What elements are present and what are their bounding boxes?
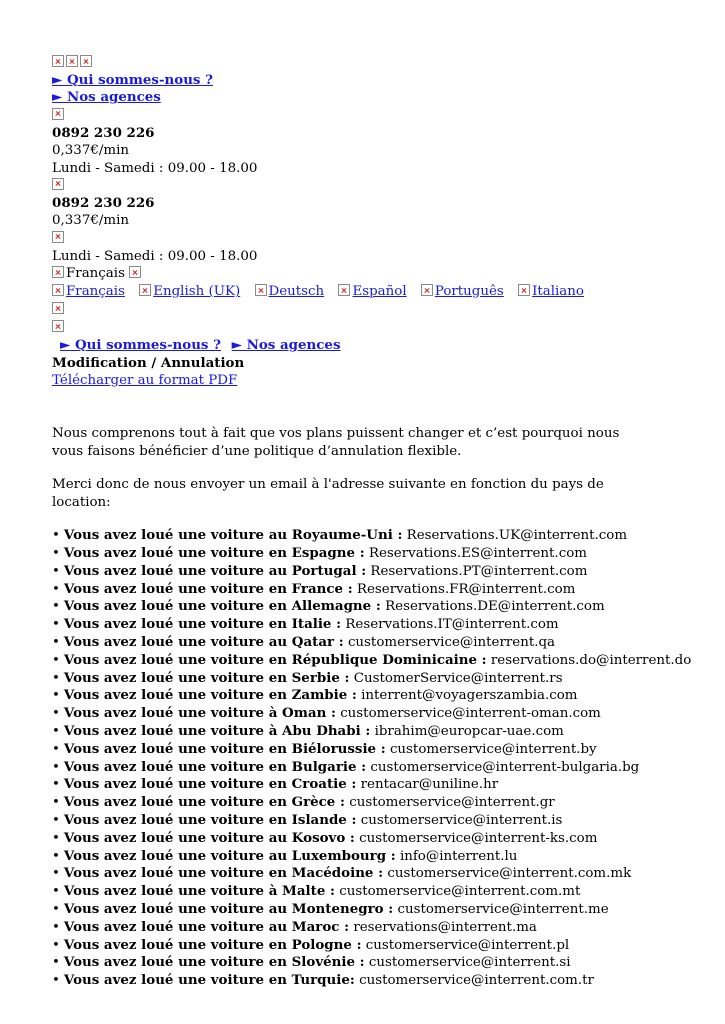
header-image-row (52, 54, 702, 72)
broken-image-icon (80, 55, 92, 67)
rental-email: customerservice@interrent.me (397, 902, 609, 918)
broken-image-icon (52, 108, 64, 120)
rental-country-label: Vous avez loué une voiture en Slovénie : (63, 954, 365, 971)
rental-country-label: Vous avez loué une voiture au Maroc : (63, 918, 350, 935)
bullet: • (52, 884, 60, 900)
rental-country-label: Vous avez loué une voiture en Turquie: (63, 972, 355, 989)
nav-agencies-row (52, 89, 702, 106)
list-item (52, 563, 702, 581)
rental-country-label: Vous avez loué une voiture au Qatar : (63, 634, 344, 651)
list-item (52, 937, 702, 955)
pdf-download-row (52, 372, 702, 389)
bullet: • (52, 741, 60, 757)
bullet: • (52, 724, 60, 740)
flag-icon (52, 266, 64, 278)
rental-country-label: Vous avez loué une voiture en Croatie : (63, 776, 357, 793)
language-option-deutsch[interactable]: Deutsch (268, 284, 325, 300)
contact-rate: 0,337€/min (52, 213, 129, 229)
list-item (52, 901, 702, 919)
rental-email: customerservice@interrent.pl (365, 937, 570, 953)
rental-country-label: Vous avez loué une voiture à Abu Dhabi : (63, 723, 371, 740)
bullet: • (52, 866, 60, 882)
flag-icon (255, 284, 267, 296)
rental-country-label: Vous avez loué une voiture en Serbie : (63, 669, 350, 686)
rental-country-label: Vous avez loué une voiture en Italie : (63, 616, 342, 633)
flag-icon (518, 284, 530, 296)
contact-image-row (52, 177, 702, 195)
list-item (52, 652, 702, 670)
instruction-paragraph: Merci donc de nous envoyer un email à l'adresse suivante en fonction du pays de location: (52, 477, 604, 510)
flag-icon (52, 284, 64, 296)
broken-image-icon (66, 55, 78, 67)
bullet: • (52, 546, 60, 562)
contact-image-row (52, 107, 702, 125)
list-item (52, 883, 702, 901)
language-options-row (52, 283, 702, 301)
broken-image-icon (52, 320, 64, 332)
misc-image-row (52, 301, 702, 319)
rental-email: customerservice@interrent-oman.com (340, 706, 601, 722)
rental-email: ibrahim@europcar-uae.com (374, 724, 564, 740)
misc-image-row (52, 319, 702, 337)
rental-email: customerservice@interrent-bulgaria.bg (370, 759, 640, 775)
rental-email: customerservice@interrent.com.tr (359, 973, 594, 989)
bullet: • (52, 813, 60, 829)
list-item (52, 972, 702, 990)
rental-country-label: Vous avez loué une voiture en Zambie : (63, 687, 357, 704)
bullet: • (52, 759, 60, 775)
rental-country-label: Vous avez loué une voiture en Macédoine : (63, 865, 384, 882)
rental-country-label: Vous avez loué une voiture en Islande : (63, 812, 357, 829)
intro-paragraph: Nous comprenons tout à fait que vos plans puissent changer et c’est pourquoi nous vous faisons bénéficier d’une politique d’annulation flexible. (52, 426, 620, 459)
rental-country-label: Vous avez loué une voiture au Kosovo : (63, 829, 355, 846)
spacer (52, 389, 702, 425)
page-heading: Modification / Annulation (52, 354, 245, 371)
list-item (52, 670, 702, 688)
flag-icon (421, 284, 433, 296)
broken-image-icon (52, 302, 64, 314)
pdf-download-link[interactable]: Télécharger au format PDF (52, 372, 238, 388)
bullet: • (52, 937, 60, 953)
footer-nav-row (52, 337, 702, 354)
list-item (52, 527, 702, 545)
rental-email: customerservice@interrent.qa (347, 635, 556, 651)
bullet: • (52, 795, 60, 811)
language-option-italiano[interactable]: Italiano (532, 284, 584, 300)
current-language[interactable]: Français (66, 266, 125, 282)
language-option-portugues[interactable]: Português (434, 284, 504, 300)
rental-email: customerservice@interrent.com.mk (387, 866, 632, 882)
rental-country-label: Vous avez loué une voiture au Luxembourg : (63, 847, 396, 864)
rental-email: Reservations.PT@interrent.com (370, 563, 588, 579)
rental-country-label: Vous avez loué une voiture en France : (63, 580, 353, 597)
bullet: • (52, 848, 60, 864)
list-item (52, 598, 702, 616)
footer-nav-about-link[interactable]: ► Qui sommes-nous ? (60, 337, 221, 354)
rental-country-label: Vous avez loué une voiture au Royaume-Uni : (63, 527, 403, 544)
contact-rate: 0,337€/min (52, 143, 129, 159)
bullet: • (52, 902, 60, 918)
broken-image-icon (52, 231, 64, 243)
bullet: • (52, 919, 60, 935)
rental-country-label: Vous avez loué une voiture en Biélorussie : (63, 740, 386, 757)
rental-email: Reservations.UK@interrent.com (406, 528, 628, 544)
list-item (52, 919, 702, 937)
language-option-francais[interactable]: Français (66, 284, 125, 300)
spacer (52, 460, 702, 476)
bullet: • (52, 563, 60, 579)
rental-country-label: Vous avez loué une voiture au Montenegro : (63, 901, 394, 918)
rental-email: rentacar@uniline.hr (360, 777, 499, 793)
language-option-espanol[interactable]: Español (352, 284, 407, 300)
bullet: • (52, 706, 60, 722)
rental-email: customerservice@interrent.si (368, 955, 571, 971)
rental-email: reservations@interrent.ma (353, 919, 537, 935)
rental-country-label: Vous avez loué une voiture en République Dominicaine : (63, 651, 487, 668)
contact-phone: 0892 230 226 (52, 194, 155, 211)
bullet: • (52, 777, 60, 793)
rental-email: Reservations.IT@interrent.com (345, 617, 559, 633)
contact-image-row (52, 230, 702, 248)
contact-hours: Lundi - Samedi : 09.00 - 18.00 (52, 248, 258, 264)
rental-email: CustomerService@interrent.rs (353, 670, 563, 686)
list-item (52, 812, 702, 830)
list-item (52, 865, 702, 883)
list-item (52, 723, 702, 741)
rental-email: customerservice@interrent.by (389, 741, 597, 757)
flag-icon (338, 284, 350, 296)
rental-email: reservations.do@interrent.do (490, 652, 692, 668)
rental-country-label: Vous avez loué une voiture en Pologne : (63, 936, 362, 953)
broken-image-icon (52, 178, 64, 190)
list-item (52, 581, 702, 599)
rental-email: Reservations.FR@interrent.com (356, 581, 576, 597)
bullet: • (52, 688, 60, 704)
rental-email: info@interrent.lu (399, 848, 518, 864)
footer-nav-agencies-link[interactable]: ► Nos agences (231, 337, 341, 354)
list-item (52, 616, 702, 634)
rental-country-label: Vous avez loué une voiture en Espagne : (63, 545, 365, 562)
rental-email: Reservations.ES@interrent.com (368, 546, 587, 562)
rental-email: customerservice@interrent-ks.com (359, 830, 598, 846)
page-content (52, 54, 702, 990)
rental-country-label: Vous avez loué une voiture en Grèce : (63, 794, 345, 811)
bullet: • (52, 670, 60, 686)
bullet: • (52, 581, 60, 597)
list-item (52, 687, 702, 705)
nav-agencies-link[interactable]: ► Nos agences (52, 89, 161, 106)
bullet: • (52, 599, 60, 615)
contact-phone: 0892 230 226 (52, 124, 155, 141)
contact-hours: Lundi - Samedi : 09.00 - 18.00 (52, 160, 258, 176)
list-item (52, 741, 702, 759)
rental-email: Reservations.DE@interrent.com (385, 599, 605, 615)
rental-email: customerservice@interrent.gr (349, 795, 555, 811)
bullet: • (52, 528, 60, 544)
bullet: • (52, 617, 60, 633)
flag-icon (139, 284, 151, 296)
nav-about-link[interactable]: ► Qui sommes-nous ? (52, 72, 213, 88)
list-item (52, 634, 702, 652)
list-item (52, 830, 702, 848)
bullet: • (52, 973, 60, 989)
dropdown-arrow-icon[interactable] (129, 266, 141, 278)
list-item (52, 794, 702, 812)
rental-country-label: Vous avez loué une voiture en Allemagne : (63, 598, 381, 615)
broken-image-icon (52, 55, 64, 67)
current-language-row (52, 265, 702, 283)
rental-country-label: Vous avez loué une voiture à Malte : (63, 883, 335, 900)
rental-country-label: Vous avez loué une voiture au Portugal : (63, 562, 367, 579)
rental-email: customerservice@interrent.com.mt (339, 884, 581, 900)
list-item (52, 759, 702, 777)
rental-country-label: Vous avez loué une voiture en Bulgarie : (63, 758, 367, 775)
list-item (52, 848, 702, 866)
bullet: • (52, 830, 60, 846)
list-item (52, 705, 702, 723)
list-item (52, 954, 702, 972)
rental-email: customerservice@interrent.is (360, 813, 563, 829)
language-option-english[interactable]: English (UK) (153, 284, 241, 300)
rental-email-list (52, 527, 702, 990)
spacer (52, 511, 702, 527)
bullet: • (52, 652, 60, 668)
bullet: • (52, 955, 60, 971)
rental-email: interrent@voyagerszambia.com (361, 688, 578, 704)
rental-country-label: Vous avez loué une voiture à Oman : (63, 705, 336, 722)
list-item (52, 776, 702, 794)
list-item (52, 545, 702, 563)
nav-about-row (52, 72, 702, 89)
bullet: • (52, 635, 60, 651)
